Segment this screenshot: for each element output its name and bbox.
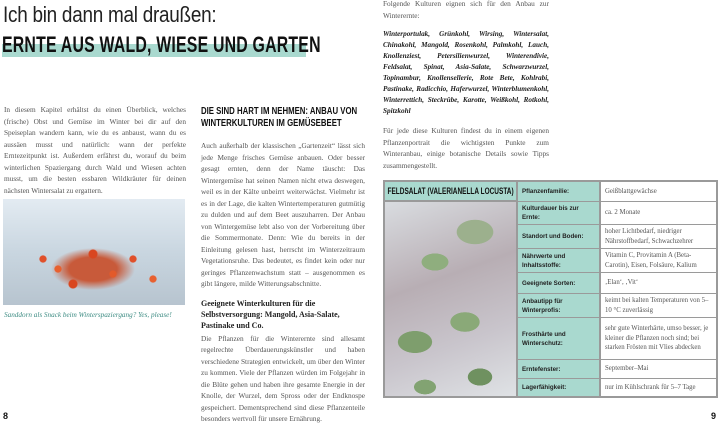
row-value: keimt bei kalten Temperaturen von 5–10 °C zuverlässig — [605, 297, 709, 314]
chapter-kicker: Ich bin dann mal draußen: — [3, 2, 217, 27]
plant-title: FELDSALAT (VALERIANELLA LOCUSTA) — [387, 186, 514, 196]
right-paragraph: Für jede diese Kulturen findest du in einem eigenen Pflanzenportrait die wichtigsten Punkte zum Winteranbau, einige botanische Details sowie Tipps zusammengestellt. — [383, 126, 549, 170]
photo-caption: Sanddorn als Snack beim Winterspaziergang? Yes, please! — [4, 311, 172, 319]
row-label: Geeignete Sorten: — [516, 273, 601, 293]
row-value: Vitamin C, Provitamin A (Beta-Carotin), Eisen, Folsäure, Kalium — [605, 252, 697, 269]
row-label: Erntefenster: — [516, 360, 601, 378]
chapter-title — [2, 32, 321, 58]
section-heading-wrap — [201, 106, 365, 132]
row-label: Standort und Boden: — [516, 225, 601, 248]
plant-profile-table — [383, 180, 718, 398]
plant-image-column — [385, 182, 516, 396]
row-value: Geißblattgewächse — [605, 187, 657, 195]
row-label: Pflanzenfamilie: — [516, 182, 601, 201]
page-number-left: 8 — [3, 411, 9, 421]
row-label: Nährwerte und Inhaltsstoffe: — [516, 249, 601, 272]
table-row — [516, 273, 716, 294]
chapter-title-text: ERNTE AUS WALD, WIESE UND GARTEN — [2, 32, 321, 57]
table-row — [516, 182, 716, 202]
lambs-lettuce-photo — [385, 202, 516, 396]
profile-rows — [516, 182, 716, 396]
section-paragraph-2: Die Pflanzen für die Winterernte sind allesamt regelrechte Überdauerungskünstler und haben verschiedene Strategien entwickelt, um über den Winter zu kommen. Viele der Pflanzen würden im Folgejahr in die Blüte gehen und haben ihre gesamte Energie in der Knolle, der Wurzel, dem Spross oder der Endknospe gespeichert. Dementsprechend sind diese Pflanzenteile besonders wertvoll für unsere Ernährung. — [201, 333, 365, 423]
sea-buckthorn-photo — [3, 199, 185, 305]
table-row — [516, 294, 716, 318]
row-value: ca. 2 Monate — [605, 209, 641, 217]
table-row — [516, 318, 716, 360]
section-heading: DIE SIND HART IM NEHMEN: ANBAU VON WINTERKULTUREN IM GEMÜSEBEET — [201, 106, 358, 129]
middle-column — [201, 106, 365, 425]
row-value: hoher Lichtbedarf, niedriger Nährstoffbedarf, Schwachzehrer — [605, 228, 694, 245]
table-row — [516, 249, 716, 273]
page-number-right: 9 — [711, 411, 717, 421]
row-label: Frosthärte und Winterschutz: — [516, 318, 601, 359]
row-label: Kulturdauer bis zur Ernte: — [516, 202, 601, 224]
right-text-column — [383, 0, 549, 171]
intro-paragraph: In diesem Kapitel erhältst du einen Überblick, welches (frische) Obst und Gemüse im Winter bei dir auf den Speiseplan wandern kann, wie du es anbaust, wann du es aussäen musst und natürlich: wann der perfekte Erntezeitpunkt ist. Außerdem erfährst du, worauf du beim winterlichen Spaziergang durch Wald und Wiesen achten musst, um die besten essbaren Wildkräuter für deinen nächsten Wintersalat zu ergattern. — [4, 105, 186, 195]
table-row — [516, 379, 716, 396]
section-paragraph-1: Auch außerhalb der klassischen „Gartenzeit“ lässt sich jede Menge frisches Gemüse anbauen. Oder besser gesagt ernten, denn der Name täuscht: Das Wintergemüse hat seinen Namen nicht etwa deswegen, weil es in der Kälte unbeirrt weiterwächst. Vielmehr ist es in der Lage, die kalten Wintertemperaturen gutmütig zu dulden und auf dem Beet auszuharren. Der Anbau von Wintergemüse lebt also von der Vorbereitung über die Sommermonate. Denn: Wie du bereits in der Einleitung gelesen hast, herrscht im Winterzeitraum Vegetationsruhe. Das bedeutet, es findet kein oder nur geringes Pflanzenwachstum statt – ausgenommen es gibt längere, milde Witterungsabschnitte. — [201, 141, 365, 288]
row-value: September–Mai — [605, 365, 649, 373]
row-label: Anbautipp für Winterprofis: — [516, 294, 601, 317]
row-value: sehr gute Winterhärte, umso besser, je kleiner die Pflanzen noch sind; bei starken Frösten mit Vlies abdecken — [605, 325, 709, 352]
table-row — [516, 360, 716, 379]
table-row — [516, 225, 716, 249]
right-intro: Folgende Kulturen eignen sich für den Anbau zur Winterernte: — [383, 0, 549, 20]
row-value: nur im Kühlschrank für 5–7 Tage — [605, 383, 696, 391]
row-label: Lagerfähigkeit: — [516, 379, 601, 396]
plant-title-cell — [385, 182, 516, 202]
crop-list: Winterportulak, Grünkohl, Wirsing, Wintersalat, Chinakohl, Mangold, Rosenkohl, Palmkohl, Lauch, Knollenziest, Petersilienwurzel, Winterendivie, Feldsalat, Spinat, Asia-Salate, Schwarzwurzel, Topinambur, Knollensellerie, Rote Bete, Kohlrabi, Pastinake, Radicchio, Haferwurzel, Winterblumenkohl, Winterrettich, Steckrübe, Karotte, Weißkohl, Rotkohl, Spitzkohl — [383, 30, 549, 115]
row-value: ‚Elan‘, ‚Vit‘ — [605, 279, 639, 287]
subheading: Geeignete Winterkulturen für die Selbstversorgung: Mangold, Asia-Salate, Pastinake und Co. — [201, 298, 340, 330]
table-row — [516, 202, 716, 225]
